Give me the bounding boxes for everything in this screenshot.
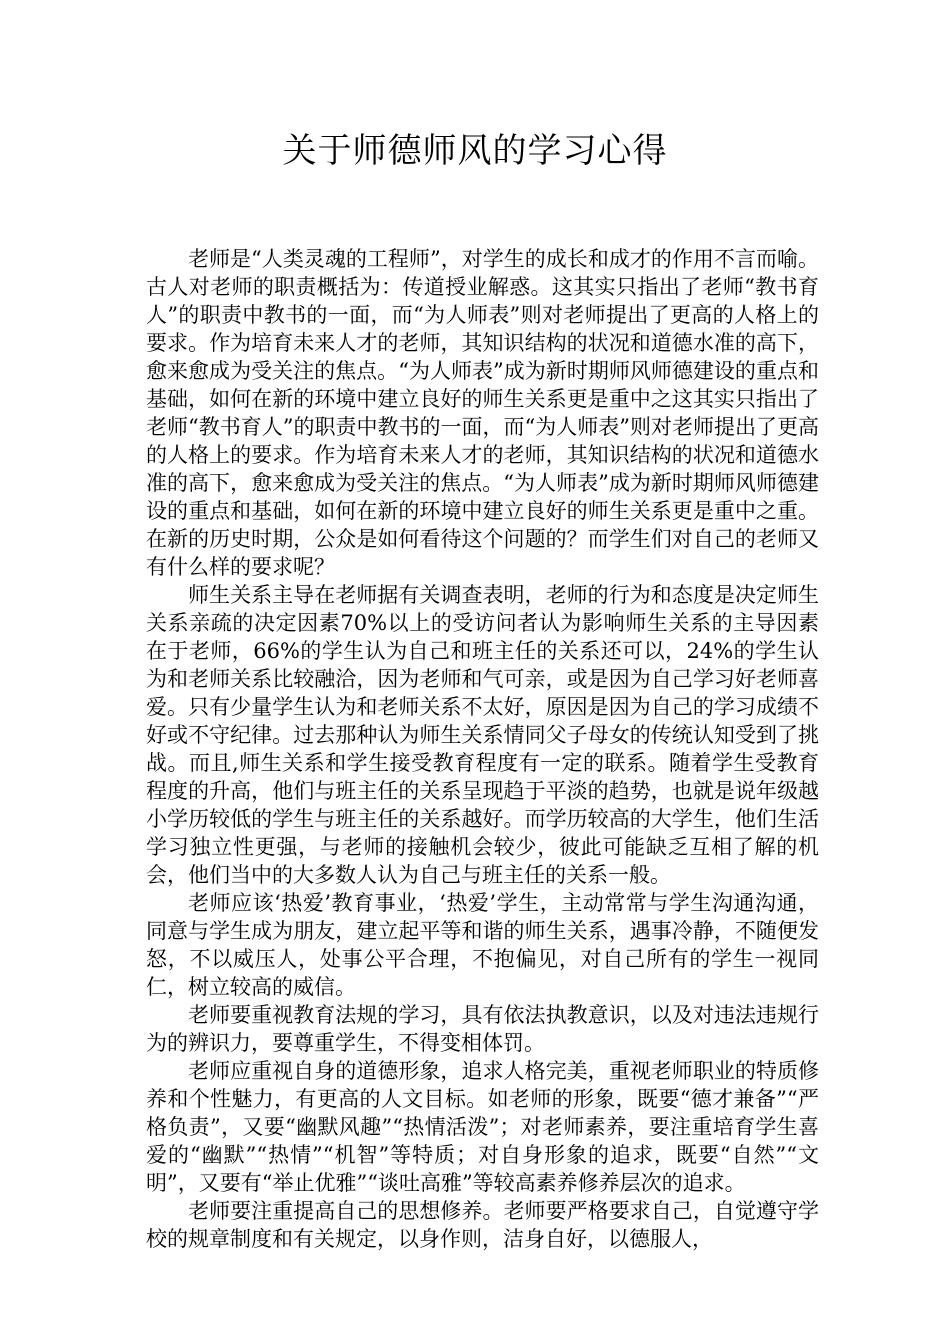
document-title: 关于师德师风的学习心得 [282, 131, 668, 171]
document-body [146, 245, 819, 1253]
paragraph-5: 老师应重视自身的道德形象，追求人格完美，重视老师职业的特质修养和个性魅力，有更高的人文目标。如老师的形象，既要“德才兼备”“严格负责”，又要“幽默风趣”“热情活泼”；对老师素养，要注重培育学生喜爱的“幽默”“热情”“机智”等特质；对自身形象的追求，既要“自然”“文明”，又要有“举止优雅”“谈吐高雅”等较高素养修养层次的追求。 [146, 1059, 819, 1195]
paragraph-3: 老师应该‘热爱’教育事业，‘热爱’学生，主动常常与学生沟通沟通，同意与学生成为朋友，建立起平等和谐的师生关系，遇事冷静，不随便发怒，不以威压人，处事公平合理，不抱偏见，对自己所有的学生一视同仁，树立较高的威信。 [146, 891, 819, 999]
paragraph-1: 老师是“人类灵魂的工程师”，对学生的成长和成才的作用不言而喻。古人对老师的职责概括为：传道授业解惑。这其实只指出了老师“教书育人”的职责中教书的一面，而“为人师表”则对老师提出了更高的人格上的要求。作为培育未来人才的老师，其知识结构的状况和道德水准的高下，愈来愈成为受关注的焦点。“为人师表”成为新时期师风师德建设的重点和基础，如何在新的环境中建立良好的师生关系更是重中之这其实只指出了老师“教书育人”的职责中教书的一面，而“为人师表”则对老师提出了更高的人格上的要求。作为培育未来人才的老师，其知识结构的状况和道德水准的高下，愈来愈成为受关注的焦点。“为人师表”成为新时期师风师德建设的重点和基础，如何在新的环境中建立良好的师生关系更是重中之重。在新的历史时期，公众是如何看待这个问题的？而学生们对自己的老师又有什么样的要求呢？ [146, 247, 819, 579]
paragraph-6: 老师要注重提高自己的思想修养。老师要严格要求自己，自觉遵守学校的规章制度和有关规定，以身作则，洁身自好，以德服人， [146, 1199, 819, 1251]
paragraph-4: 老师要重视教育法规的学习，具有依法执教意识，以及对违法违规行为的辨识力，要尊重学生，不得变相体罚。 [146, 1003, 819, 1055]
paragraph-2: 师生关系主导在老师据有关调查表明，老师的行为和态度是决定师生关系亲疏的决定因素70%以上的受访问者认为影响师生关系的主导因素在于老师，66%的学生认为自己和班主任的关系还可以，24%的学生认为和老师关系比较融洽，因为老师和气可亲，或是因为自己学习好老师喜爱。只有少量学生认为和老师关系不太好，原因是因为自己的学习成绩不好或不守纪律。过去那种认为师生关系情同父子母女的传统认知受到了挑战。而且,师生关系和学生接受教育程度有一定的联系。随着学生受教育程度的升高，他们与班主任的关系呈现趋于平淡的趋势，也就是说年级越小学历较低的学生与班主任的关系越好。而学历较高的大学生，他们生活学习独立性更强，与老师的接触机会较少，彼此可能缺乏互相了解的机会，他们当中的大多数人认为自己与班主任的关系一般。 [146, 583, 819, 887]
